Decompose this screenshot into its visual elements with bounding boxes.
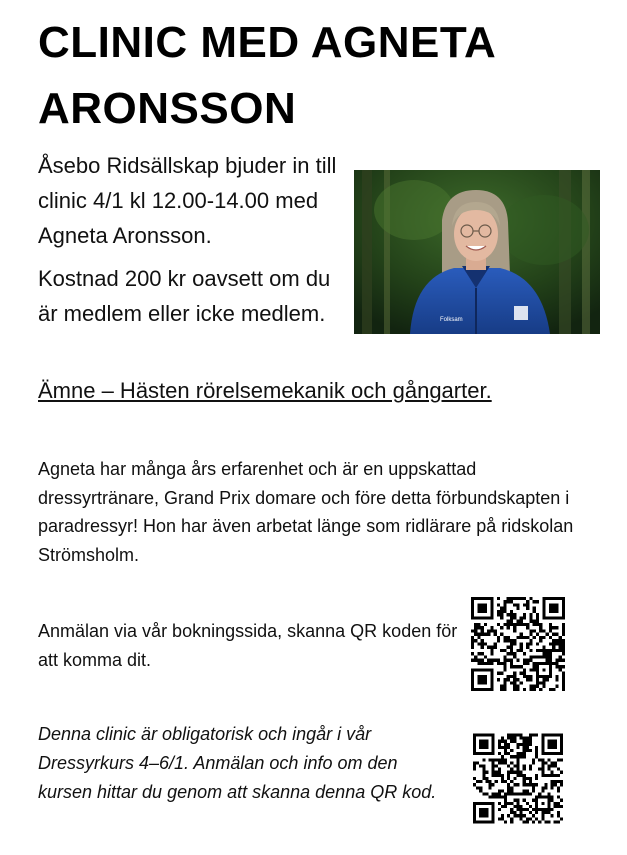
portrait-illustration — [354, 170, 600, 334]
subject-heading: Ämne – Hästen rörelsemekanik och gångarter. — [38, 378, 492, 403]
page-title: CLINIC MED AGNETA ARONSSON — [38, 18, 495, 133]
portrait-photo — [354, 170, 600, 334]
course-qr-code[interactable] — [473, 733, 563, 824]
intro-text: Åsebo Ridsällskap bjuder in till clinic 4/1 kl 12.00-14.00 med Agneta Aronsson. — [38, 153, 337, 248]
qr-code-graphic — [473, 733, 563, 824]
jacket-logo-text: Folksam — [440, 317, 463, 323]
cost-text: Kostnad 200 kr oavsett om du är medlem eller icke medlem. — [38, 266, 331, 326]
qr-code-graphic — [471, 597, 565, 691]
about-text: Agneta har många års erfarenhet och är en uppskattad dressyrtränare, Grand Prix domare och före detta förbundskapten i paradressyr! Hon har även arbetat länge som ridlärare på ridskolan Strömsholm. — [38, 459, 574, 565]
booking-qr-code[interactable] — [471, 597, 565, 691]
course-info-text: Denna clinic är obligatorisk och ingår i vår Dressyrkurs 4–6/1. Anmälan och info om den kursen hittar du genom att skanna denna QR kod. — [38, 724, 437, 802]
signup-text: Anmälan via vår bokningssida, skanna QR koden för att komma dit. — [38, 621, 458, 670]
